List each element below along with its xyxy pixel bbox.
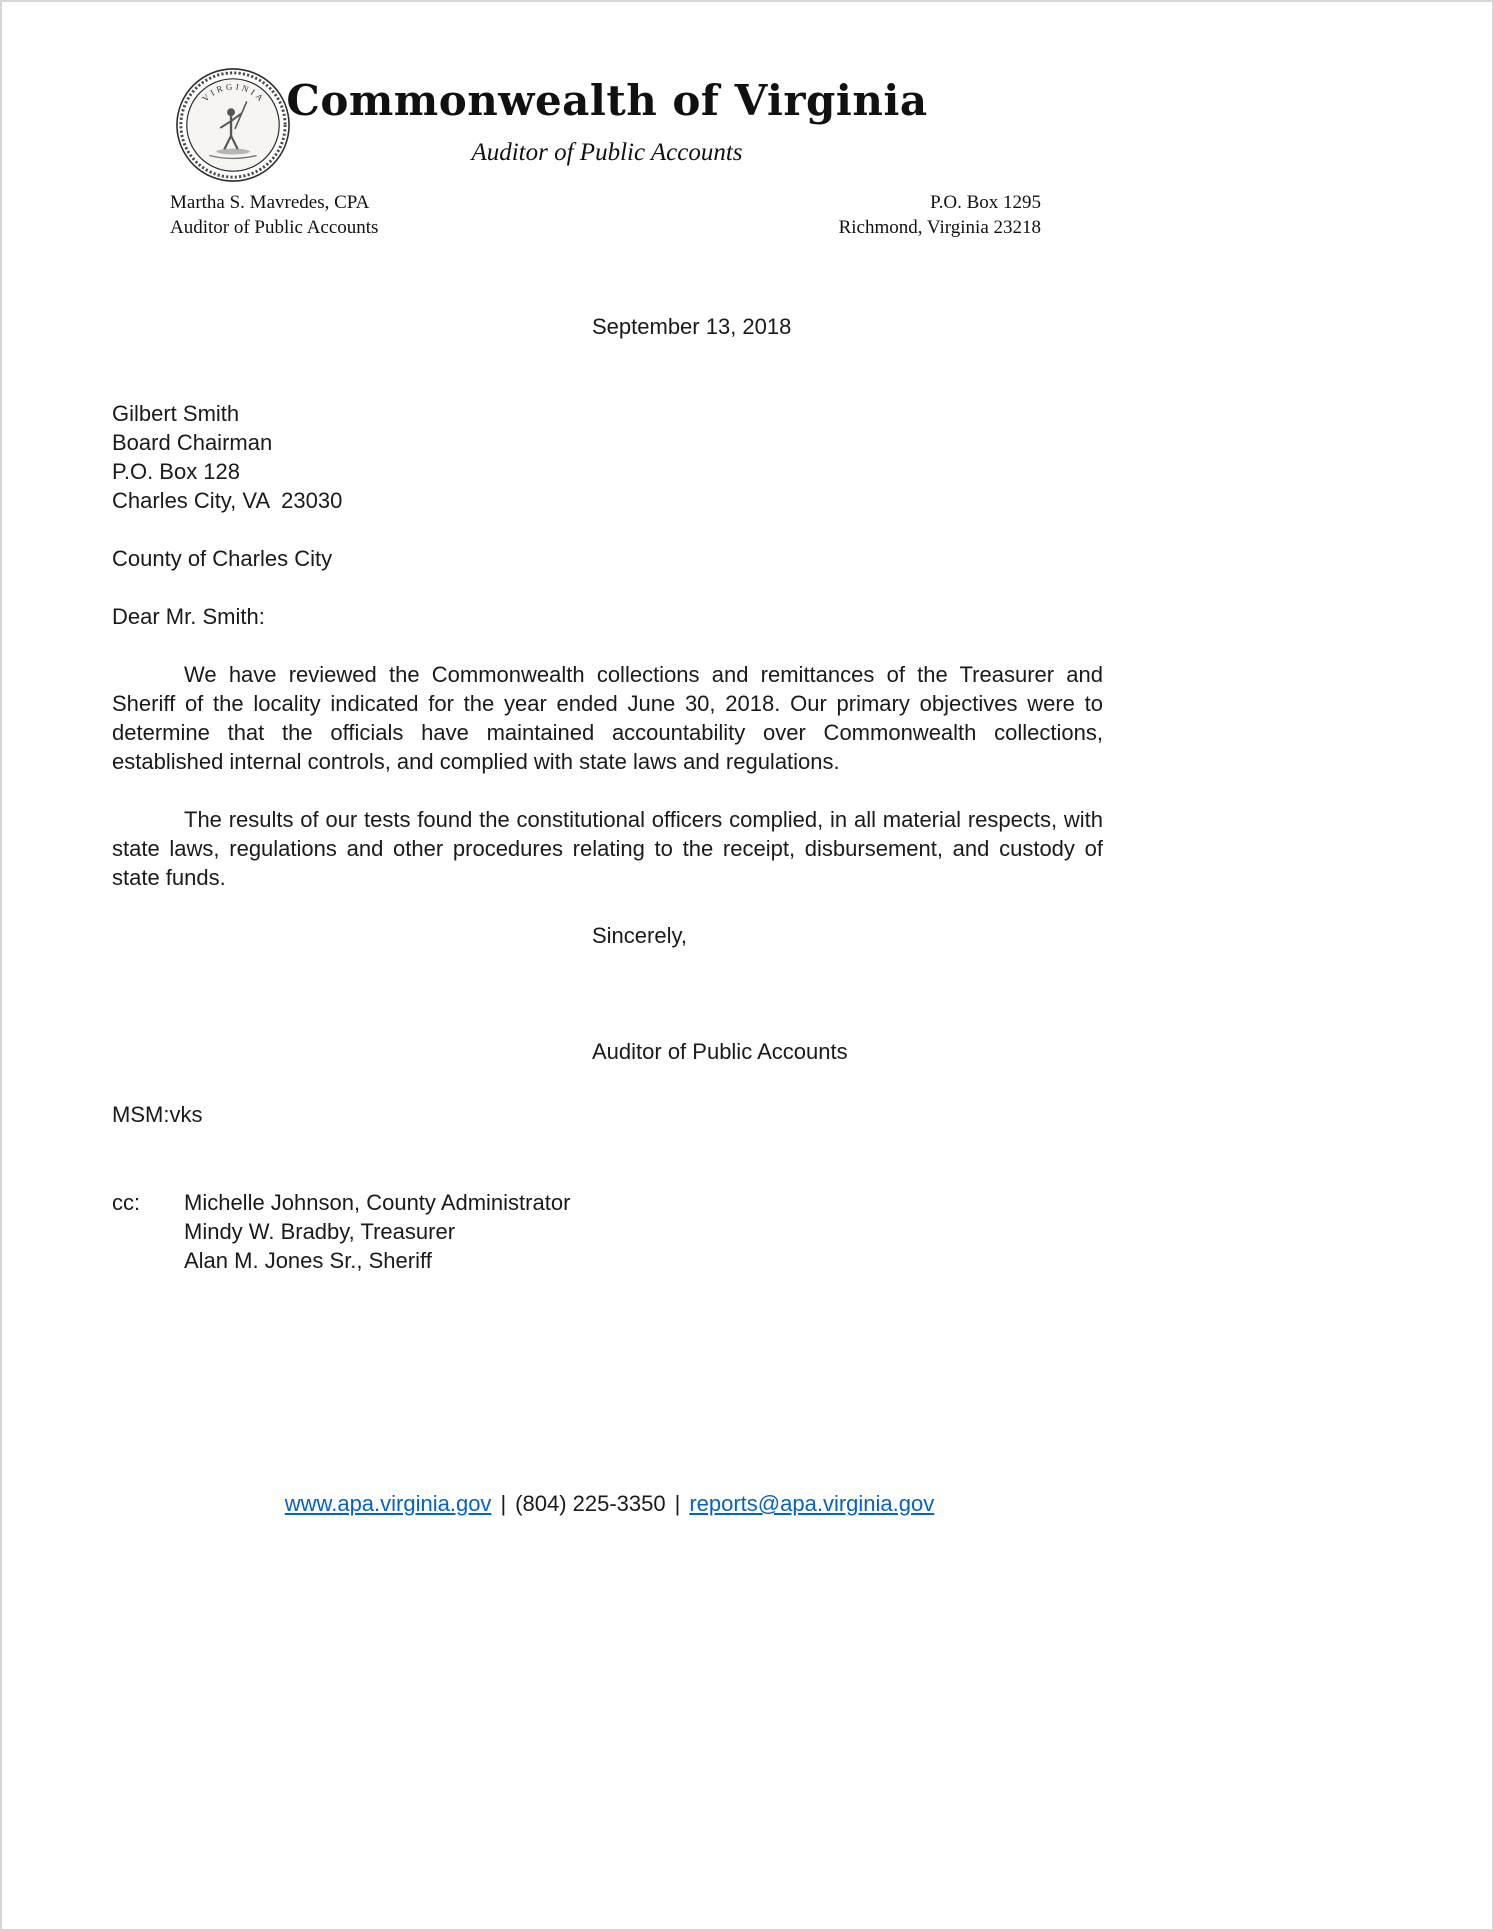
paragraph-review-summary: We have reviewed the Commonwealth collections and remittances of the Treasurer and Sheriff of the locality indicated for the year ended June 30, 2018. Our primary objectives were to determine that the officials have maintained accountability over Commonwealth collections, established internal controls, and complied with state laws and regulations. <box>112 662 1103 774</box>
website-link[interactable]: www.apa.virginia.gov <box>284 1491 492 1516</box>
agency-po-box: P.O. Box 1295 <box>930 192 1041 213</box>
letterhead <box>2 2 1492 242</box>
cc-recipient: Mindy W. Bradby, Treasurer <box>184 1219 456 1244</box>
masthead <box>282 76 932 167</box>
cc-recipient: Alan M. Jones Sr., Sheriff <box>184 1248 432 1273</box>
letter-body <box>2 312 1492 1275</box>
cc-recipient-list <box>184 1188 570 1275</box>
recipient-address-line1: P.O. Box 128 <box>112 459 241 484</box>
agency-address-block <box>839 190 1041 240</box>
agency-title: Commonwealth of Virginia <box>286 76 928 125</box>
recipient-address-block <box>112 399 1103 515</box>
svg-text:VIRGINIA: VIRGINIA <box>200 81 268 106</box>
salutation: Dear Mr. Smith: <box>112 604 265 629</box>
signature-title: Auditor of Public Accounts <box>592 1039 848 1064</box>
agency-city-state: Richmond, Virginia 23218 <box>838 217 1041 238</box>
virginia-state-seal-icon <box>174 66 292 184</box>
footer-separator: | <box>500 1491 507 1516</box>
official-contact-block <box>170 190 378 240</box>
footer-contact-line <box>112 1489 1107 1518</box>
official-title: Auditor of Public Accounts <box>170 217 379 238</box>
reference-initials: MSM:vks <box>112 1102 203 1127</box>
agency-subtitle: Auditor of Public Accounts <box>471 139 743 166</box>
letter-date: September 13, 2018 <box>592 314 792 339</box>
cc-block <box>112 1188 1103 1275</box>
cc-label: cc: <box>112 1190 141 1215</box>
footer-separator: | <box>674 1491 681 1516</box>
cc-recipient: Michelle Johnson, County Administrator <box>184 1190 571 1215</box>
recipient-address-line2: Charles City, VA 23030 <box>112 488 343 513</box>
locality-name: County of Charles City <box>112 546 333 571</box>
recipient-title: Board Chairman <box>112 430 273 455</box>
recipient-name: Gilbert Smith <box>112 401 240 426</box>
paragraph-results: The results of our tests found the constitutional officers complied, in all material respects, with state laws, regulations and other procedures relating to the receipt, disbursement, and custody of state funds. <box>112 807 1103 890</box>
email-link[interactable]: reports@apa.virginia.gov <box>689 1491 935 1516</box>
phone-number: (804) 225-3350 <box>515 1491 666 1516</box>
official-name: Martha S. Mavredes, CPA <box>170 192 370 213</box>
closing: Sincerely, <box>592 923 687 948</box>
